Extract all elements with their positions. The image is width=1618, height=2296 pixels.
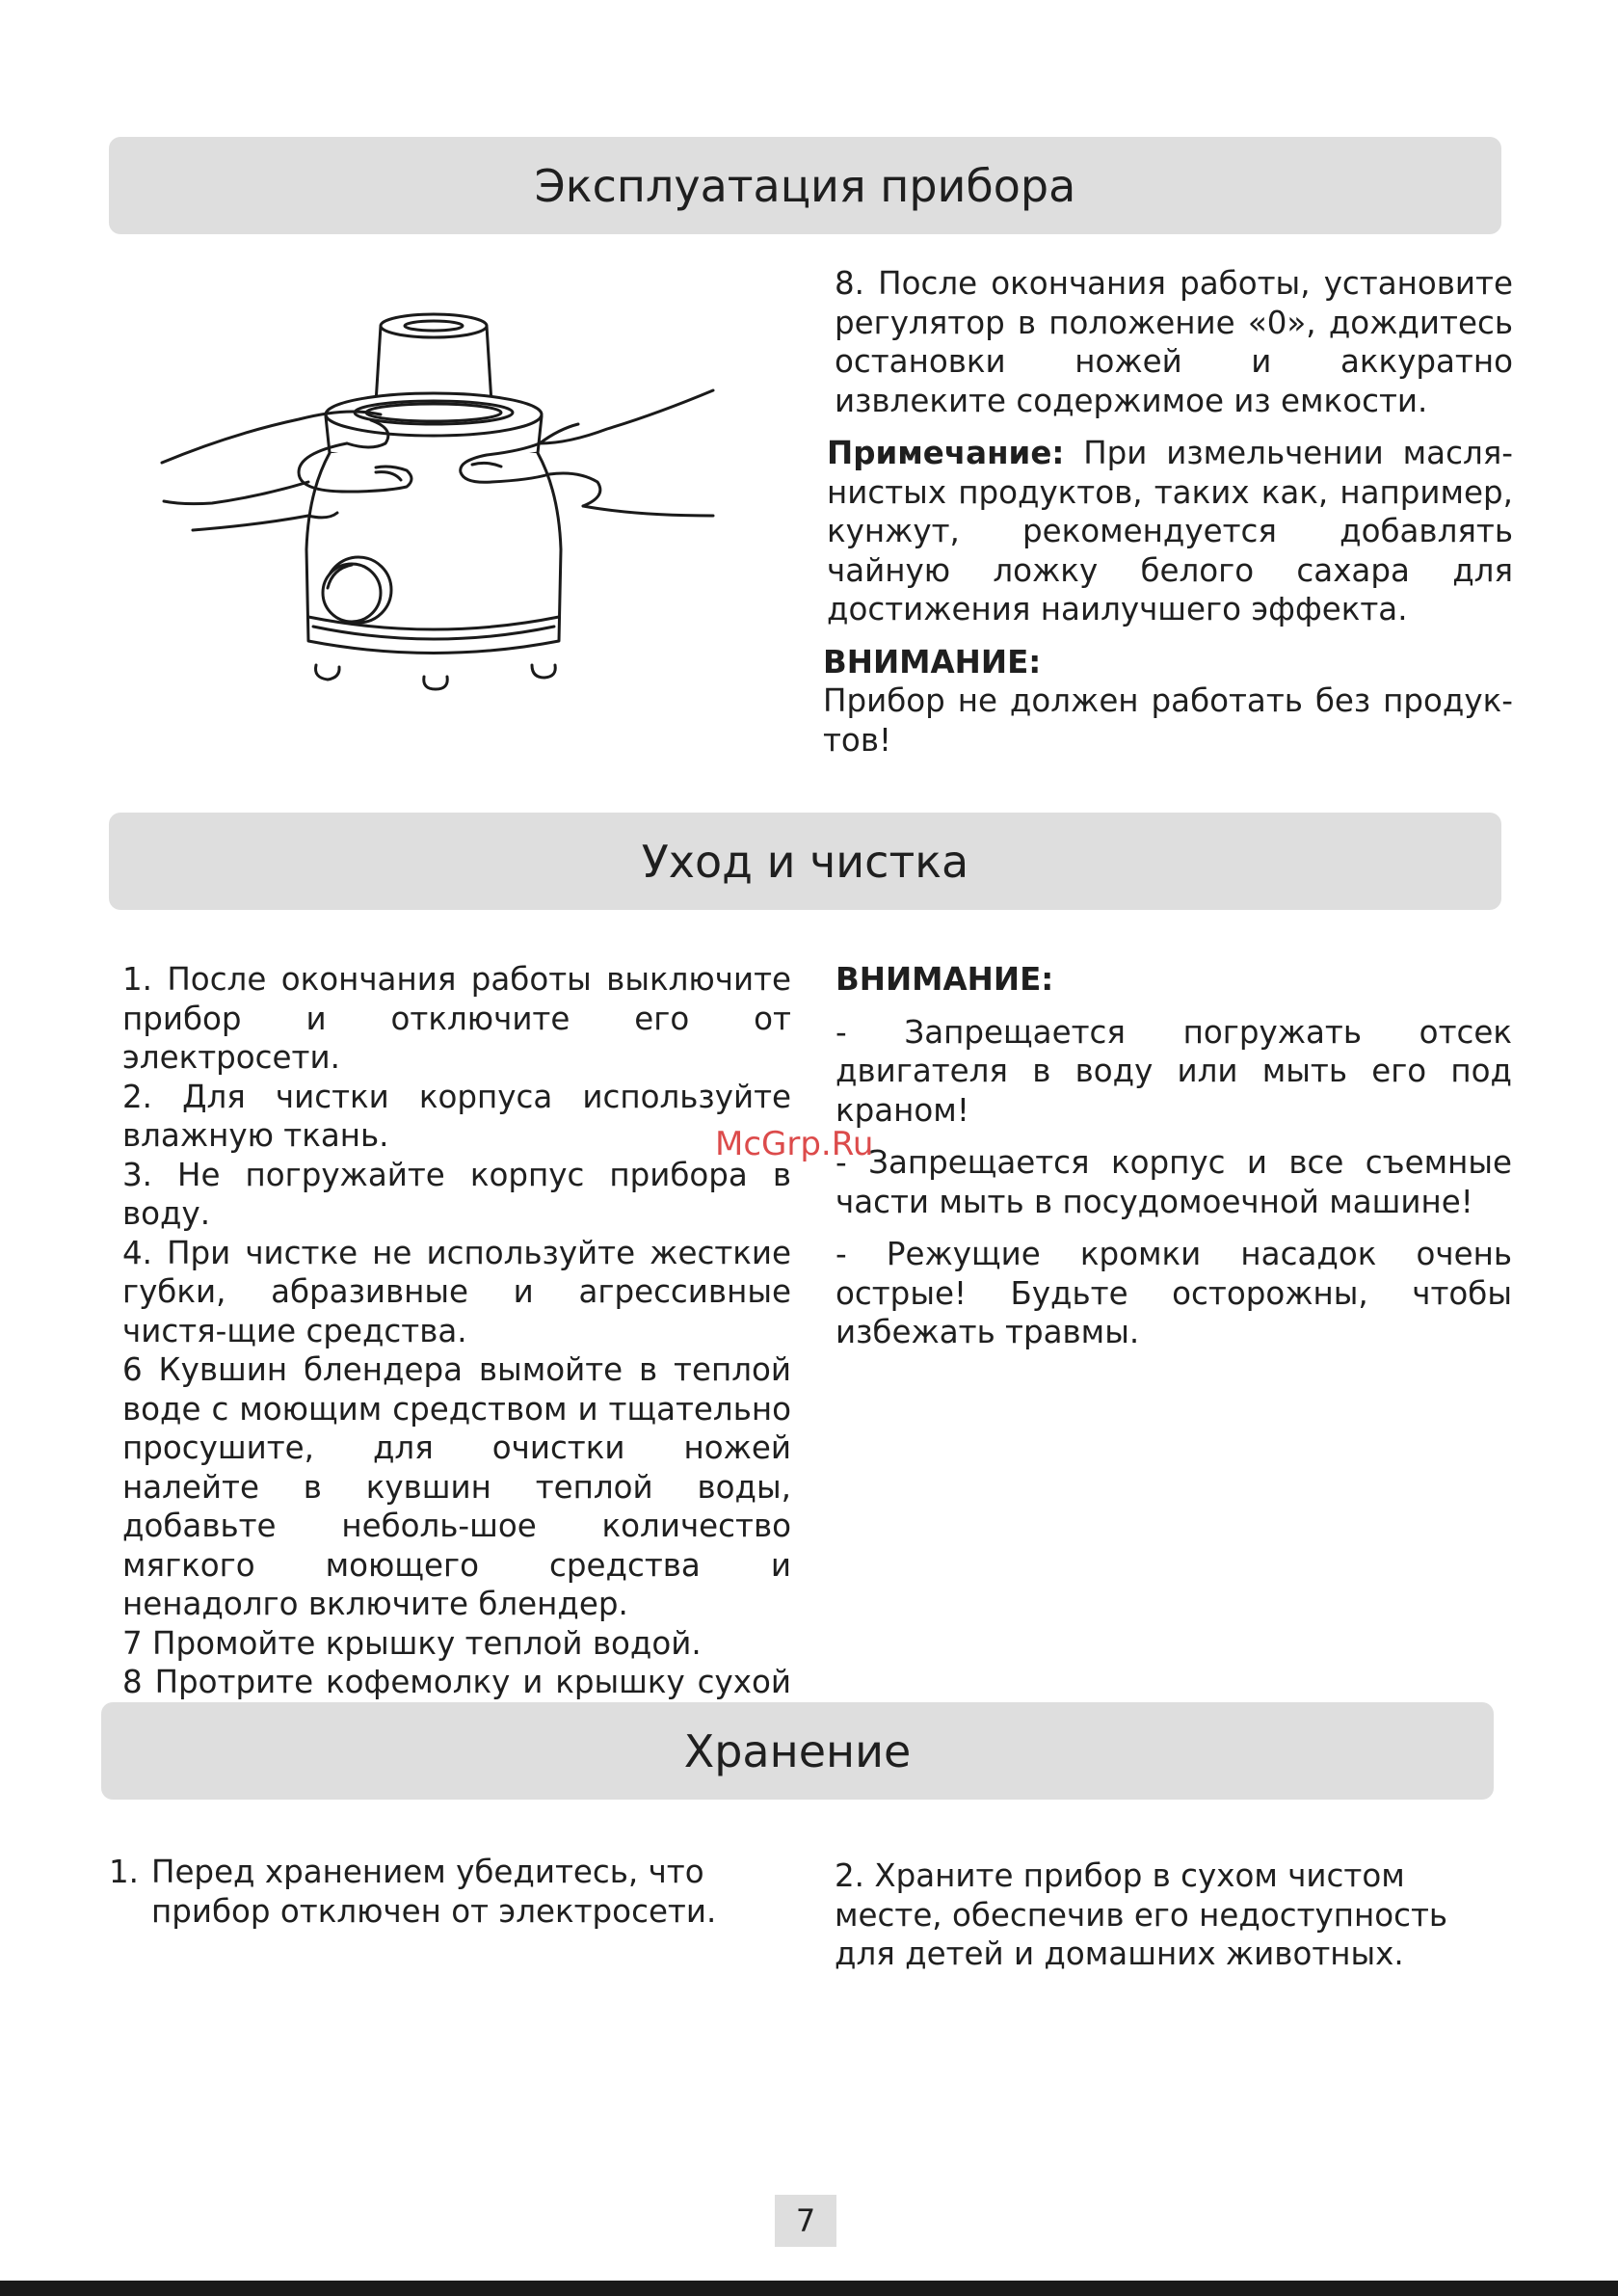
- care-warning-3: - Режущие кромки насадок очень острые! Будьте осторожны, чтобы избежать травмы.: [836, 1236, 1512, 1350]
- care-step-1: 1. После окончания работы выключите прибор и отключите его от электросети.: [122, 961, 791, 1076]
- operation-warning-text: Прибор не должен работать без продук-тов!: [823, 682, 1513, 759]
- care-steps-column: [122, 960, 791, 1741]
- section-title-storage: [101, 1702, 1494, 1800]
- section-title-text: Уход и чистка: [641, 835, 969, 888]
- storage-item-1: [109, 1853, 812, 1931]
- operation-step-8: 8. После окончания работы, установите регулятор в положение «0», дождитесь остановки ножей и аккуратно извлеките содержимое из емкости.: [835, 265, 1513, 419]
- note-label: Примечание:: [827, 435, 1065, 471]
- section-title-text: Эксплуатация прибора: [534, 159, 1076, 212]
- care-step-2: 2. Для чистки корпуса используйте влажную ткань.: [122, 1078, 791, 1154]
- operation-warning-label: ВНИМАНИЕ:: [823, 643, 1042, 681]
- section-title-operation: [109, 137, 1501, 234]
- care-step-8: 8 Протрите кофемолку и крышку сухой: [122, 1664, 791, 1700]
- care-warning-1: - Запрещается погружать отсек двигателя в воду или мыть его под краном!: [836, 1013, 1512, 1129]
- care-step-4: 4. При чистке не используйте жесткие губки, абразивные и агрессивные чистя-щие средства.: [122, 1234, 791, 1349]
- bottom-border: [0, 2281, 1618, 2296]
- care-step-7: 7 Промойте крышку теплой водой.: [122, 1624, 702, 1662]
- storage-item-2-text: 2. Храните прибор в сухом чистом месте, обеспечив его недоступность для детей и домашних животных.: [835, 1857, 1448, 1972]
- hands-holding-chopper-icon: [154, 299, 732, 707]
- care-step-3: 3. Не погружайте корпус прибора в воду.: [122, 1156, 791, 1232]
- note-text: При измельчении масля-нистых продуктов, таких как, например, кунжут, рекомендуется добавлять чайную ложку белого сахара для достижения наилучшего эффекта.: [827, 435, 1513, 627]
- care-warning-2: - Запрещается корпус и все съемные части мыть в посудомоечной машине!: [836, 1144, 1512, 1220]
- care-step-6: 6 Кувшин блендера вымойте в теплой воде с моющим средством и тщательно просушите, для очистки ножей налейте в кувшин теплой воды, добавьте неболь-шое количество мягкого моющего средства и ненадолго включите блендер.: [122, 1351, 791, 1622]
- operation-text-column: [823, 264, 1513, 760]
- page-number: [775, 2195, 836, 2247]
- watermark: McGrp.Ru: [715, 1125, 874, 1163]
- page-number-text: 7: [795, 2203, 816, 2239]
- storage-item-1-text: Перед хранением убедитесь, что прибор отключен от электросети.: [151, 1854, 717, 1930]
- section-title-care: [109, 813, 1501, 910]
- care-warning-label: ВНИМАНИЕ:: [836, 961, 1054, 998]
- storage-item-1-number: 1.: [109, 1854, 140, 1890]
- operation-note: [827, 434, 1513, 629]
- care-warnings-column: [836, 960, 1512, 1352]
- section-title-text: Хранение: [683, 1724, 912, 1777]
- storage-item-2: [835, 1856, 1509, 1974]
